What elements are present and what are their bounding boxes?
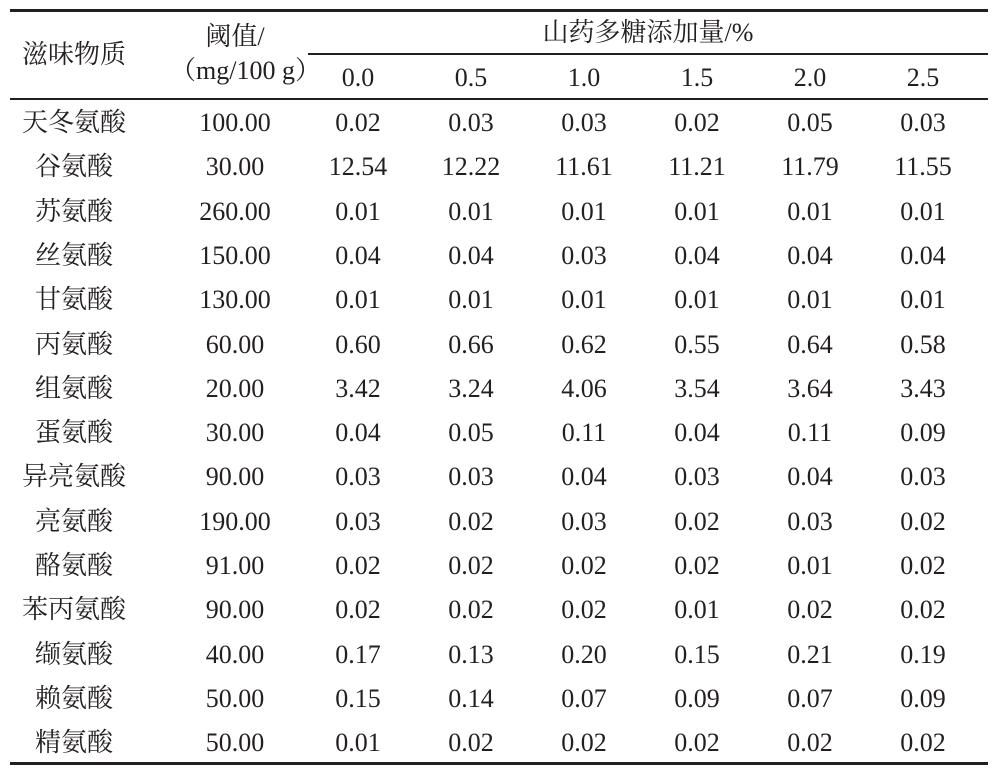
content-value: 0.66 xyxy=(448,330,494,359)
content-value: 0.01 xyxy=(448,197,494,226)
content-value: 0.11 xyxy=(787,418,833,447)
content-value: 3.64 xyxy=(787,374,833,403)
content-value: 0.03 xyxy=(900,108,946,137)
content-value: 0.03 xyxy=(448,462,494,491)
header-level-0: 0.0 xyxy=(341,63,375,92)
content-value: 0.01 xyxy=(335,197,381,226)
content-value: 0.01 xyxy=(561,197,607,226)
content-value: 11.61 xyxy=(555,152,613,181)
threshold-value: 50.00 xyxy=(205,728,265,757)
content-value: 4.06 xyxy=(561,374,607,403)
content-value: 0.01 xyxy=(335,285,381,314)
content-value: 0.03 xyxy=(335,462,381,491)
threshold-value: 190.00 xyxy=(199,507,271,536)
substance-name: 丝氨酸 xyxy=(34,241,113,270)
header-level-5: 2.5 xyxy=(906,63,940,92)
content-value: 0.02 xyxy=(900,551,946,580)
content-value: 0.02 xyxy=(900,728,946,757)
content-value: 11.55 xyxy=(894,152,952,181)
content-value: 0.03 xyxy=(561,507,607,536)
content-value: 0.01 xyxy=(787,551,833,580)
content-value: 0.04 xyxy=(787,241,833,270)
header-threshold-line1: 阈值/ xyxy=(205,22,265,51)
substance-name: 异亮氨酸 xyxy=(21,462,126,491)
table-top-rule xyxy=(10,9,988,12)
content-value: 0.02 xyxy=(561,595,607,624)
threshold-value: 90.00 xyxy=(205,462,265,491)
content-value: 0.20 xyxy=(561,640,607,669)
content-value: 12.22 xyxy=(441,152,501,181)
substance-name: 蛋氨酸 xyxy=(34,418,113,447)
threshold-value: 90.00 xyxy=(205,595,265,624)
threshold-value: 130.00 xyxy=(199,285,271,314)
content-value: 0.02 xyxy=(448,551,494,580)
content-value: 11.79 xyxy=(781,152,839,181)
threshold-value: 30.00 xyxy=(205,418,265,447)
threshold-value: 20.00 xyxy=(205,374,265,403)
substance-name: 酪氨酸 xyxy=(34,551,113,580)
threshold-value: 260.00 xyxy=(199,197,271,226)
content-value: 12.54 xyxy=(328,152,388,181)
content-value: 0.04 xyxy=(448,241,494,270)
content-value: 11.21 xyxy=(668,152,726,181)
content-value: 0.13 xyxy=(448,640,494,669)
content-value: 0.01 xyxy=(674,285,720,314)
content-value: 0.64 xyxy=(787,330,833,359)
content-value: 0.04 xyxy=(900,241,946,270)
content-value: 0.19 xyxy=(900,640,946,669)
group-header-rule xyxy=(308,53,988,55)
content-value: 0.15 xyxy=(674,640,720,669)
substance-name: 精氨酸 xyxy=(34,728,113,757)
substance-name: 甘氨酸 xyxy=(34,285,113,314)
content-value: 0.11 xyxy=(561,418,607,447)
substance-name: 亮氨酸 xyxy=(34,507,113,536)
header-level-1: 0.5 xyxy=(454,63,488,92)
content-value: 0.17 xyxy=(335,640,381,669)
content-value: 0.01 xyxy=(448,285,494,314)
threshold-value: 50.00 xyxy=(205,684,265,713)
content-value: 0.01 xyxy=(674,595,720,624)
content-value: 0.02 xyxy=(674,507,720,536)
content-value: 0.01 xyxy=(335,728,381,757)
content-value: 0.02 xyxy=(900,507,946,536)
content-value: 3.24 xyxy=(448,374,494,403)
content-value: 0.02 xyxy=(900,595,946,624)
content-value: 0.15 xyxy=(335,684,381,713)
content-value: 0.02 xyxy=(674,108,720,137)
content-value: 0.02 xyxy=(787,595,833,624)
content-value: 0.07 xyxy=(787,684,833,713)
threshold-value: 60.00 xyxy=(205,330,265,359)
threshold-value: 40.00 xyxy=(205,640,265,669)
content-value: 0.01 xyxy=(561,285,607,314)
content-value: 0.01 xyxy=(787,285,833,314)
header-level-2: 1.0 xyxy=(567,63,601,92)
header-taste-substance: 滋味物质 xyxy=(21,40,126,69)
content-value: 0.02 xyxy=(448,728,494,757)
content-value: 0.01 xyxy=(674,197,720,226)
substance-name: 缬氨酸 xyxy=(34,640,113,669)
content-value: 0.09 xyxy=(900,418,946,447)
content-value: 0.04 xyxy=(335,241,381,270)
table-bottom-rule xyxy=(10,762,988,765)
content-value: 0.05 xyxy=(787,108,833,137)
content-value: 0.02 xyxy=(448,595,494,624)
substance-name: 丙氨酸 xyxy=(34,330,113,359)
content-value: 0.01 xyxy=(900,285,946,314)
content-value: 0.02 xyxy=(561,728,607,757)
substance-name: 天冬氨酸 xyxy=(21,108,126,137)
content-value: 0.04 xyxy=(561,462,607,491)
content-value: 0.02 xyxy=(335,551,381,580)
header-level-4: 2.0 xyxy=(793,63,827,92)
content-value: 0.14 xyxy=(448,684,494,713)
content-value: 0.07 xyxy=(561,684,607,713)
content-value: 0.03 xyxy=(674,462,720,491)
content-value: 3.54 xyxy=(674,374,720,403)
header-additive-group: 山药多糖添加量/% xyxy=(542,18,754,47)
content-value: 0.04 xyxy=(787,462,833,491)
content-value: 0.02 xyxy=(335,108,381,137)
content-value: 0.09 xyxy=(674,684,720,713)
substance-name: 组氨酸 xyxy=(34,374,113,403)
substance-name: 苯丙氨酸 xyxy=(21,595,126,624)
content-value: 3.42 xyxy=(335,374,381,403)
content-value: 0.02 xyxy=(674,551,720,580)
content-value: 0.58 xyxy=(900,330,946,359)
content-value: 0.01 xyxy=(900,197,946,226)
header-threshold-line2: （mg/100 g） xyxy=(170,56,321,85)
content-value: 0.03 xyxy=(448,108,494,137)
content-value: 0.01 xyxy=(787,197,833,226)
content-value: 0.62 xyxy=(561,330,607,359)
content-value: 0.55 xyxy=(674,330,720,359)
content-value: 0.03 xyxy=(787,507,833,536)
threshold-value: 100.00 xyxy=(199,108,271,137)
content-value: 3.43 xyxy=(900,374,946,403)
content-value: 0.03 xyxy=(561,241,607,270)
content-value: 0.60 xyxy=(335,330,381,359)
content-value: 0.03 xyxy=(900,462,946,491)
header-level-3: 1.5 xyxy=(680,63,714,92)
substance-name: 谷氨酸 xyxy=(34,152,113,181)
content-value: 0.02 xyxy=(448,507,494,536)
content-value: 0.02 xyxy=(787,728,833,757)
content-value: 0.04 xyxy=(674,241,720,270)
content-value: 0.03 xyxy=(335,507,381,536)
content-value: 0.02 xyxy=(674,728,720,757)
content-value: 0.09 xyxy=(900,684,946,713)
content-value: 0.21 xyxy=(787,640,833,669)
substance-name: 苏氨酸 xyxy=(34,197,113,226)
content-value: 0.02 xyxy=(561,551,607,580)
content-value: 0.02 xyxy=(335,595,381,624)
threshold-value: 91.00 xyxy=(205,551,265,580)
header-bottom-rule xyxy=(10,98,988,100)
threshold-value: 30.00 xyxy=(205,152,265,181)
content-value: 0.03 xyxy=(561,108,607,137)
threshold-value: 150.00 xyxy=(199,241,271,270)
substance-name: 赖氨酸 xyxy=(34,684,113,713)
content-value: 0.05 xyxy=(448,418,494,447)
content-value: 0.04 xyxy=(335,418,381,447)
content-value: 0.04 xyxy=(674,418,720,447)
